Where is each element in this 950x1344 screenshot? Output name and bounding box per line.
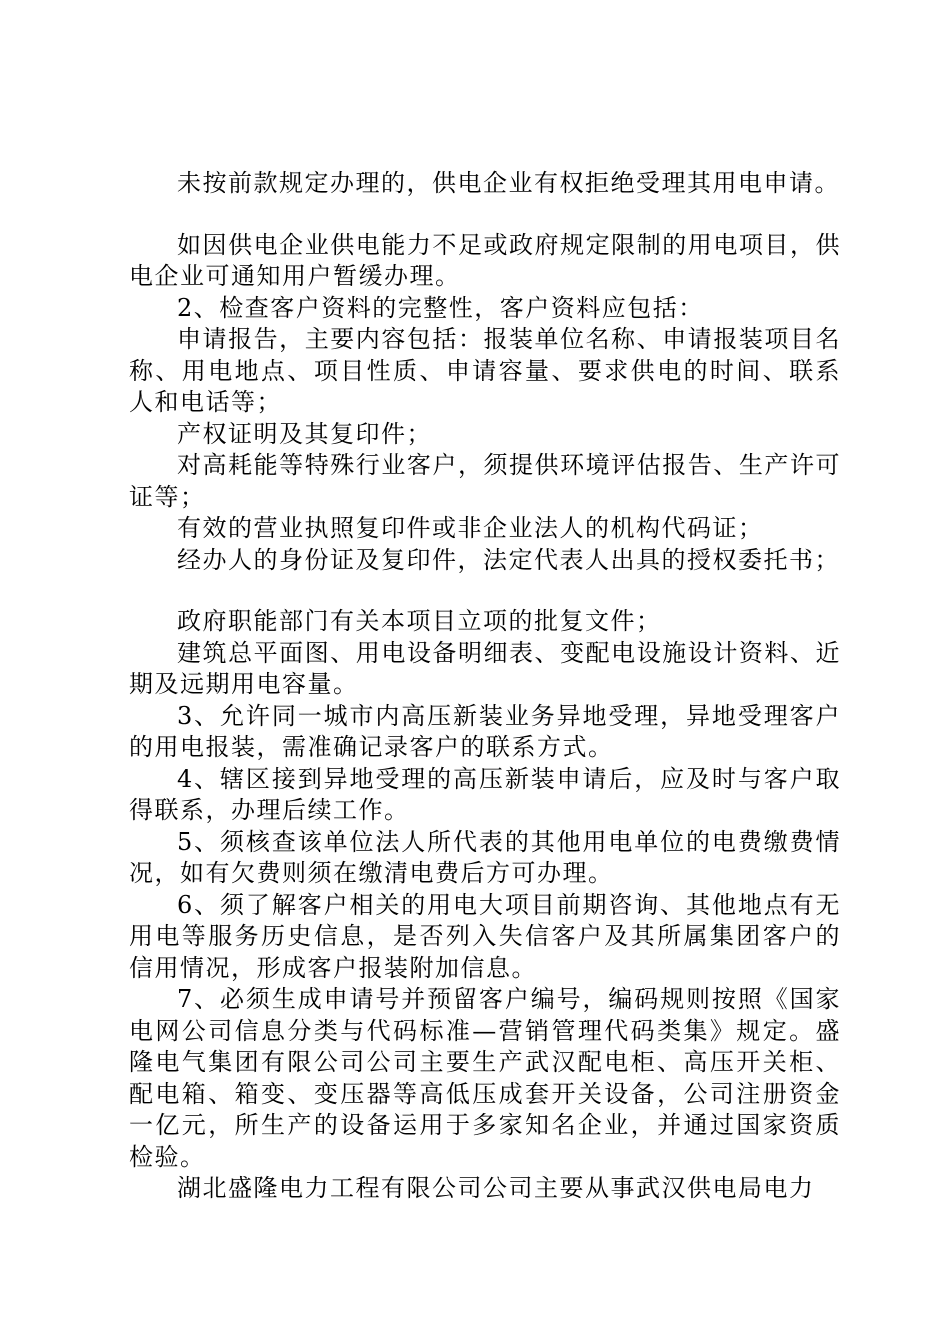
paragraph-government-approval: 政府职能部门有关本项目立项的批复文件； — [177, 607, 662, 635]
paragraph-item-2: 2、检查客户资料的完整性，客户资料应包括： — [177, 293, 704, 322]
paragraph-id-card: 经办人的身份证及复印件，法定代表人出具的授权委托书； — [177, 545, 840, 574]
paragraph-item-7: 7、必须生成申请号并预留客户编号，编码规则按照《国家电网公司信息分类与代码标准—营销管理代码类集》规定。盛隆电气集团有限公司公司主要生产武汉配电柜、高压开关柜、配电箱、箱变、变压器等高低压成套开关设备，公司注册资金一亿元，所生产的设备运用于多家知名企业，并通过国家资质检验。 — [129, 985, 841, 1171]
paragraph-item-6: 6、须了解客户相关的用电大项目前期咨询、其他地点有无用电等服务历史信息，是否列入失信客户及其所属集团客户的信用情况，形成客户报装附加信息。 — [129, 890, 841, 982]
paragraph-application-report: 申请报告，主要内容包括：报装单位名称、申请报装项目名称、用电地点、项目性质、申请容量、要求供电的时间、联系人和电话等； — [129, 325, 841, 416]
paragraph-business-license: 有效的营业执照复印件或非企业法人的机构代码证； — [177, 514, 764, 542]
paragraph-item-3: 3、允许同一城市内高压新装业务异地受理，异地受理客户的用电报装，需准确记录客户的联系方式。 — [129, 701, 841, 761]
paragraph-item-5: 5、须核查该单位法人所代表的其他用电单位的电费缴费情况，如有欠费则须在缴清电费后方可办理。 — [129, 827, 841, 887]
paragraph-building-plan: 建筑总平面图、用电设备明细表、变配电设施设计资料、近期及远期用电容量。 — [129, 638, 841, 698]
paragraph-refusal: 未按前款规定办理的，供电企业有权拒绝受理其用电申请。 — [177, 169, 840, 197]
paragraph-postpone: 如因供电企业供电能力不足或政府规定限制的用电项目，供电企业可通知用户暂缓办理。 — [129, 230, 841, 290]
paragraph-item-4: 4、辖区接到异地受理的高压新装申请后，应及时与客户取得联系，办理后续工作。 — [129, 764, 841, 824]
paragraph-environment-report: 对高耗能等特殊行业客户，须提供环境评估报告、生产许可证等； — [129, 451, 841, 511]
document-body — [129, 168, 841, 1205]
paragraph-hubei-company: 湖北盛隆电力工程有限公司公司主要从事武汉供电局电力 — [177, 1174, 815, 1202]
paragraph-property-proof: 产权证明及其复印件； — [177, 419, 432, 448]
